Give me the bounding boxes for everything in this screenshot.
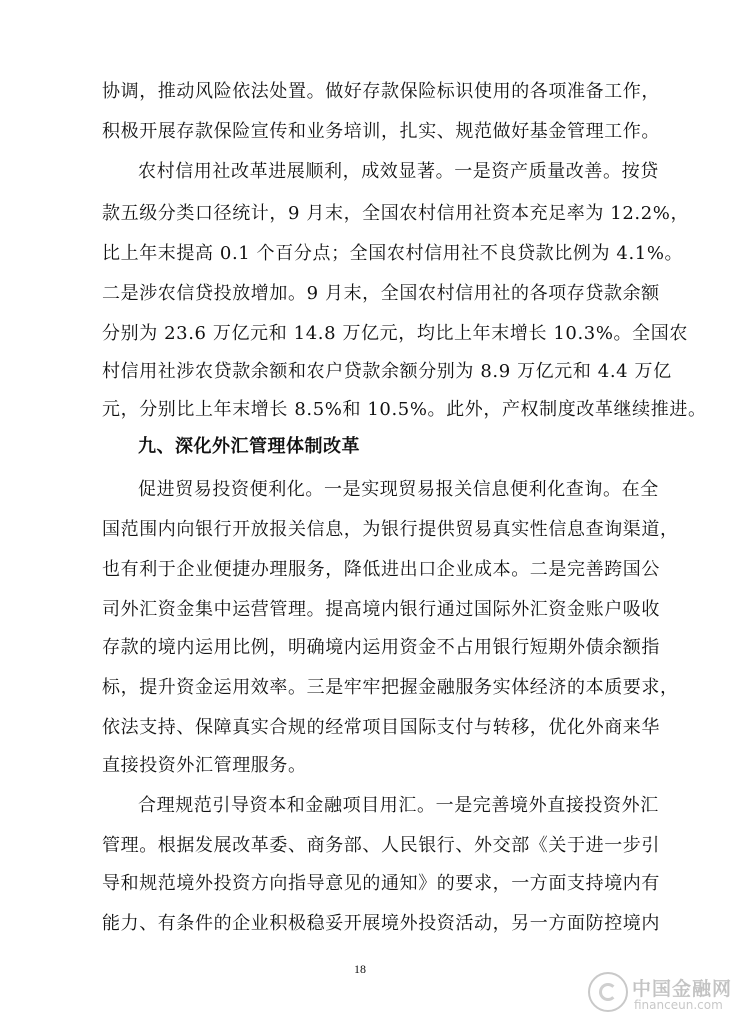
paragraph-4-line-2: 管理。根据发展改革委、商务部、人民银行、外交部《关于进一步引 (102, 835, 660, 856)
paragraph-3-line-3: 也有利于企业便捷办理服务，降低进出口企业成本。二是完善跨国公 (102, 559, 660, 580)
paragraph-2-line-6: 村信用社涉农贷款余额和农户贷款余额分别为 8.9 万亿元和 4.4 万亿 (102, 361, 672, 382)
watermark-brand-url: financeun.com (634, 998, 723, 1012)
circular-logo-icon (588, 972, 628, 1012)
watermark-brand-cn: 中国金融网 (632, 978, 732, 1000)
section-heading: 九、深化外汇管理体制改革 (138, 436, 360, 457)
paragraph-2-line-3: 比上年末提高 0.1 个百分点；全国农村信用社不良贷款比例为 4.1%。 (102, 243, 684, 264)
paragraph-2-line-5: 分别为 23.6 万亿元和 14.8 万亿元，均比上年末增长 10.3%。全国农 (102, 323, 688, 344)
paragraph-3-line-5: 存款的境内运用比例，明确境内运用资金不占用银行短期外债余额指 (102, 637, 660, 658)
paragraph-2-line-4: 二是涉农信贷投放增加。9 月末，全国农村信用社的各项存贷款余额 (102, 283, 660, 304)
paragraph-3-line-6: 标，提升资金运用效率。三是牢牢把握金融服务实体经济的本质要求， (102, 677, 679, 698)
paragraph-1-line-1: 协调，推动风险依法处置。做好存款保险标识使用的各项准备工作， (102, 81, 660, 102)
paragraph-3-line-4: 司外汇资金集中运营管理。提高境内银行通过国际外汇资金账户吸收 (102, 599, 660, 620)
paragraph-3-line-1: 促进贸易投资便利化。一是实现贸易报关信息便利化查询。在全 (138, 479, 659, 500)
page-number: 18 (354, 962, 366, 976)
paragraph-2-line-1: 农村信用社改革进展顺利，成效显著。一是资产质量改善。按贷 (138, 161, 659, 182)
paragraph-2-line-2: 款五级分类口径统计，9 月末，全国农村信用社资本充足率为 12.2%， (102, 203, 690, 224)
paragraph-3-line-8: 直接投资外汇管理服务。 (102, 755, 307, 776)
paragraph-1-line-2: 积极开展存款保险宣传和业务培训，扎实、规范做好基金管理工作。 (102, 121, 660, 142)
paragraph-4-line-3: 导和规范境外投资方向指导意见的通知》的要求，一方面支持境内有 (102, 873, 660, 894)
watermark (588, 968, 732, 1020)
paragraph-4-line-4: 能力、有条件的企业积极稳妥开展境外投资活动，另一方面防控境内 (102, 913, 660, 934)
paragraph-2-line-7: 元，分别比上年末增长 8.5%和 10.5%。此外，产权制度改革继续推进。 (102, 399, 707, 420)
paragraph-3-line-2: 国范围内向银行开放报关信息，为银行提供贸易真实性信息查询渠道， (102, 519, 679, 540)
paragraph-3-line-7: 依法支持、保障真实合规的经常项目国际支付与转移，优化外商来华 (102, 717, 660, 738)
paragraph-4-line-1: 合理规范引导资本和金融项目用汇。一是完善境外直接投资外汇 (138, 795, 659, 816)
